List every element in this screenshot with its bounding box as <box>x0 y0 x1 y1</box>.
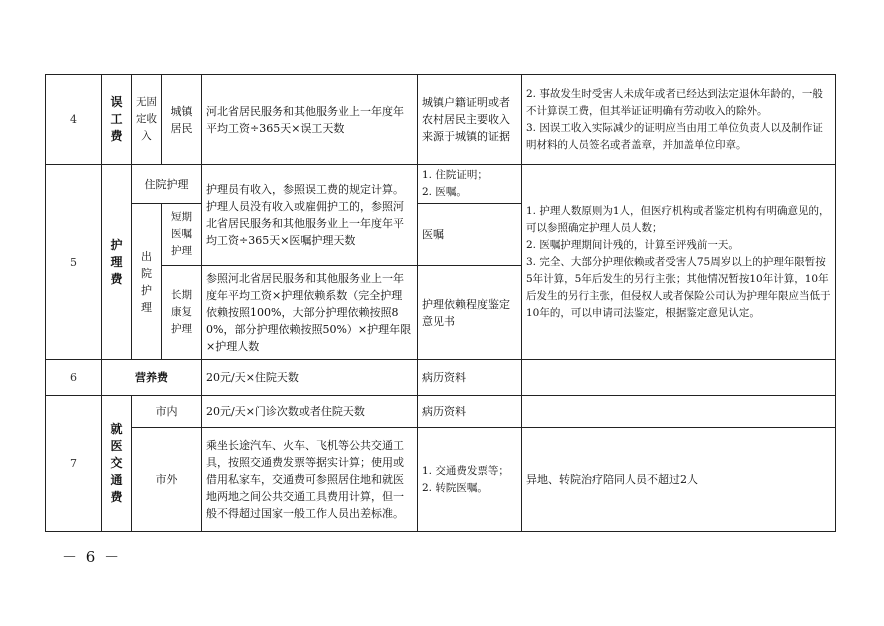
item-name-char: 通 <box>110 473 123 487</box>
evidence: 护理依赖程度鉴定意见书 <box>418 266 522 360</box>
item-name-char: 理 <box>110 254 123 269</box>
note-line: 3. 完全、大部分护理依赖或者受害人75周岁以上的护理年限暂按5年计算，5年后发生的另行主张；其他情况暂按10年计算，10年后发生的另行主张，但侵权人或者保险公司认为护理年限应当低于10年的，可以申请司法鉴定，根据鉴定意见认定。 <box>526 255 831 319</box>
row-number: 6 <box>46 360 102 396</box>
note-line: 3. 因误工收入实际减少的证明应当由用工单位负责人以及制作证明材料的人员签名或者盖章，并加盖单位印章。 <box>526 121 823 151</box>
evidence-line: 1. 住院证明； <box>422 169 488 181</box>
row-number: 7 <box>46 396 102 532</box>
evidence: 病历资料 <box>418 396 522 428</box>
item-name-char: 医 <box>110 439 123 453</box>
subcategory-inpatient-nursing: 住院护理 <box>132 165 202 204</box>
notes <box>522 396 836 428</box>
subcategory-urban-resident: 城镇居民 <box>162 75 202 165</box>
notes <box>522 75 836 165</box>
item-name-nursing <box>102 165 132 360</box>
page-number: － 6 － <box>62 548 122 566</box>
notes: 异地、转院治疗陪同人员不超过2人 <box>522 428 836 532</box>
calculation-standard: 参照河北省居民服务和其他服务业上一年度年平均工资×护理依赖系数（完全护理依赖按照100%，大部分护理依赖按照80%，部分护理依赖按照50%）×护理年限×护理人数 <box>202 266 418 360</box>
item-name-nutrition: 营养费 <box>102 360 202 396</box>
item-name-char: 费 <box>110 271 123 286</box>
item-name-char: 就 <box>110 422 123 436</box>
note-line: 1. 护理人数原则为1人，但医疗机构或者鉴定机构有明确意见的，可以参照确定护理人员人数； <box>526 204 830 234</box>
compensation-table <box>45 74 836 532</box>
calculation-standard: 20元/天×住院天数 <box>202 360 418 396</box>
row-5-inpatient <box>46 165 836 204</box>
evidence <box>418 428 522 532</box>
subcategory-out-of-city: 市外 <box>132 428 202 532</box>
row-7-out-of-city <box>46 428 836 532</box>
item-name-lost-wages <box>102 75 132 165</box>
item-name-char: 工 <box>110 112 123 126</box>
evidence-line: 1. 交通费发票等； <box>422 464 509 477</box>
calculation-standard: 护理员有收入，参照误工费的规定计算。护理人员没有收入或雇佣护工的，参照河北省居民服务和其他服务业上一年度年平均工资÷365天×医嘱护理天数 <box>202 165 418 266</box>
item-name-char: 误 <box>110 95 123 109</box>
row-number: 4 <box>46 75 102 165</box>
note-line: 2. 事故发生时受害人未成年或者已经达到法定退休年龄的，一般不计算误工费，但其举证证明确有劳动收入的除外。 <box>526 87 823 117</box>
evidence: 病历资料 <box>418 360 522 396</box>
subcategory-long-term: 长期康复护理 <box>162 266 202 360</box>
notes <box>522 165 836 360</box>
evidence: 医嘱 <box>418 204 522 266</box>
item-name-char: 护 <box>110 237 123 252</box>
notes <box>522 360 836 396</box>
item-name-char: 费 <box>110 129 123 143</box>
subcategory-in-city: 市内 <box>132 396 202 428</box>
item-name-transport <box>102 396 132 532</box>
evidence-line: 2. 转院医嘱。 <box>422 481 488 494</box>
row-number: 5 <box>46 165 102 360</box>
evidence <box>418 165 522 204</box>
calculation-standard: 河北省居民服务和其他服务业上一年度年平均工资÷365天×误工天数 <box>202 75 418 165</box>
row-7-city <box>46 396 836 428</box>
row-6 <box>46 360 836 396</box>
subcategory-no-fixed-income: 无固定收入 <box>132 75 162 165</box>
subcategory-outpatient-nursing: 出院护理 <box>132 204 162 360</box>
calculation-standard: 乘坐长途汽车、火车、飞机等公共交通工具，按照交通费发票等据实计算；使用或借用私家车，交通费可参照居住地和就医地两地之间公共交通工具费用计算，但一般不得超过国家一般工作人员出差标准。 <box>202 428 418 532</box>
item-name-char: 交 <box>110 456 123 470</box>
item-name-char: 费 <box>110 490 123 504</box>
evidence: 城镇户籍证明或者农村居民主要收入来源于城镇的证据 <box>418 75 522 165</box>
calculation-standard: 20元/天×门诊次数或者住院天数 <box>202 396 418 428</box>
row-4 <box>46 75 836 165</box>
note-line: 2. 医嘱护理期间计残的，计算至评残前一天。 <box>526 238 739 251</box>
evidence-line: 2. 医嘱。 <box>422 186 467 198</box>
subcategory-short-term: 短期医嘱护理 <box>162 204 202 266</box>
